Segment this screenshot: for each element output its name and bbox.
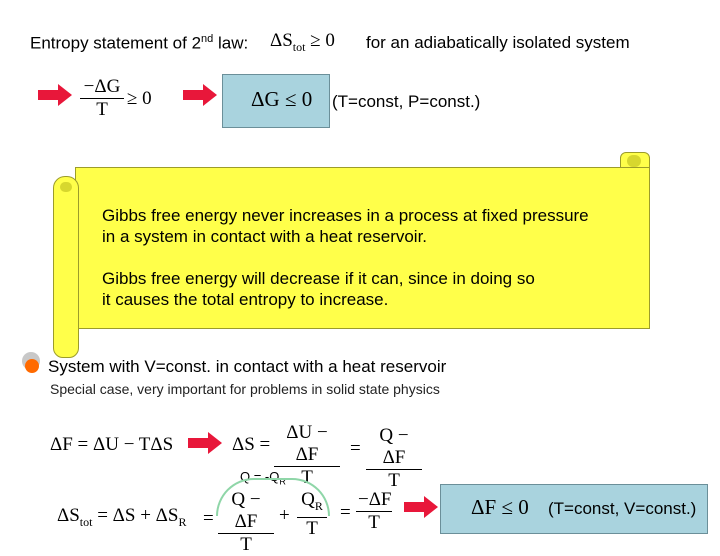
scroll-left-roll-inner [60,182,72,192]
section-subheading: Special case, very important for problems in solid state physics [50,381,440,397]
frac-den: T [240,534,252,555]
formula-sub: tot [292,39,306,54]
eq-sign: = [350,438,361,459]
statement-sup: nd [201,33,214,45]
qr-sub: R [314,498,323,513]
box-formula: ΔF ≤ 0 [471,495,529,519]
helmholtz-condition-box [440,484,708,534]
q-minus-df-over-t [366,425,422,492]
bullet-dot [25,359,39,373]
plus-sign: + [279,505,290,526]
statement-prefix: Entropy statement of 2 [30,33,202,53]
eq-sign-1: = [203,508,214,529]
frac-num: ΔU − ΔF [274,422,340,467]
arrow-icon [188,432,222,454]
frac-num [297,489,327,518]
lhs-rest: = ΔS + ΔS [92,505,179,526]
frac-den: T [388,470,400,491]
scroll-para-2-line-1: Gibbs free energy will decrease if it can, since in doing so [102,269,535,288]
formula-delta-s: ΔS [270,30,293,51]
statement-suffix: law: [213,33,249,53]
lhs-delta-s: ΔS [57,505,80,526]
scroll-para-2-line-2: it causes the total entropy to increase. [102,290,389,309]
helmholtz-definition: ΔF = ΔU − TΔS [50,434,174,455]
neg-dg-over-t [80,76,124,121]
scroll-para-2 [102,268,535,310]
neg-df-over-t [356,489,392,534]
frac-num: Q − ΔF [218,489,274,534]
box-condition: (T=const, P=const.) [332,92,481,111]
box-condition: (T=const, V=const.) [548,499,697,518]
q-label-sub: R [279,476,286,487]
entropy-statement-label [30,33,248,54]
frac-den: T [306,517,318,539]
adiabatic-condition: for an adiabatically isolated system [366,33,630,52]
box-formula: ΔG ≤ 0 [251,87,313,111]
frac-den: T [368,512,380,533]
frac-rhs: ≥ 0 [127,88,152,109]
qr-over-t [297,489,327,540]
frac-den: T [301,467,313,488]
frac-num: −ΔF [358,489,392,510]
arrow-icon [404,496,438,518]
total-entropy-sum [57,505,187,530]
qr-q: Q [301,489,315,510]
eq-sign-2: = [340,502,351,523]
arrow-icon [38,84,72,106]
frac-den: T [96,99,108,120]
arrow-icon [183,84,217,106]
scroll-para-1 [102,205,589,247]
scroll-left-roll [53,176,79,358]
frac-num: Q − ΔF [366,425,422,470]
frac-num: −ΔG [80,76,124,99]
ds-lhs: ΔS = [232,434,271,455]
formula-rhs: ≥ 0 [305,30,335,51]
entropy-inequality [270,30,335,55]
scroll-para-1-line-1: Gibbs free energy never increases in a process at fixed pressure [102,206,589,225]
lhs-sub: tot [79,514,93,529]
q-label-text: Q = -Q [240,469,280,484]
section-heading: System with V=const. in contact with a heat reservoir [48,357,447,376]
lhs-sub-r: R [178,514,187,529]
scroll-para-1-line-2: in a system in contact with a heat reservoir. [102,227,428,246]
q-minus-df-over-t-2 [218,489,274,556]
scroll-right-curl-inner [627,155,641,167]
gibbs-condition-box [222,74,330,128]
